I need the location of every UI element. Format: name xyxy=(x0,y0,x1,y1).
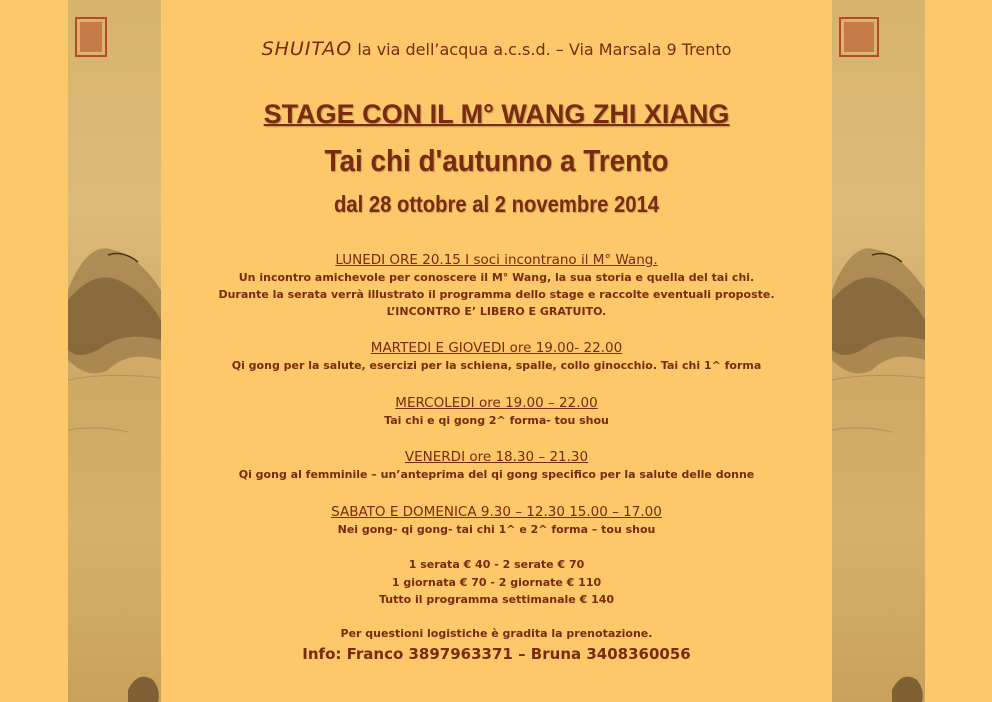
section-heading: MERCOLEDI ore 19.00 – 22.00 xyxy=(395,395,598,411)
section-line: Qi gong al femminile – un’anteprima del qi gong specifico per la salute delle donne xyxy=(238,468,755,481)
section-mercoledi xyxy=(161,394,832,429)
section-martedi-giovedi xyxy=(161,339,832,374)
section-heading: SABATO E DOMENICA 9.30 – 12.30 15.00 – 17.00 xyxy=(331,504,662,520)
flyer-content xyxy=(161,0,832,702)
section-lunedi xyxy=(161,251,832,320)
section-heading: VENERDI ore 18.30 – 21.30 xyxy=(404,449,589,465)
logo-text: SHUITAO xyxy=(261,38,353,60)
subtitle: Tai chi d'autunno a Trento xyxy=(324,143,669,178)
section-venerdi xyxy=(161,448,832,483)
price-list xyxy=(161,556,832,609)
section-line: Tai chi e qi gong 2^ forma- tou shou xyxy=(384,414,609,427)
main-title: STAGE CON IL M° WANG ZHI XIANG xyxy=(263,99,730,129)
price-line: 1 serata € 40 - 2 serate € 70 xyxy=(408,558,585,571)
section-line: Qi gong per la salute, esercizi per la schiena, spalle, collo ginocchio. Tai chi 1^ forma xyxy=(231,359,762,372)
section-line: L’INCONTRO E’ LIBERO E GRATUITO. xyxy=(386,305,607,318)
section-line: Un incontro amichevole per conoscere il M° Wang, la sua storia e quella del tai chi. xyxy=(238,271,755,284)
booking-note: Per questioni logistiche è gradita la prenotazione. xyxy=(340,627,653,640)
header-line xyxy=(161,38,832,60)
right-scroll-painting xyxy=(832,0,925,702)
section-heading: MARTEDI E GIOVEDI ore 19.00- 22.00 xyxy=(370,340,623,356)
section-line: Durante la serata verrà illustrato il programma dello stage e raccolte eventuali proposte. xyxy=(218,288,775,301)
date-range: dal 28 ottobre al 2 novembre 2014 xyxy=(333,191,660,217)
left-scroll-painting xyxy=(68,0,161,702)
price-line: Tutto il programma settimanale € 140 xyxy=(378,593,615,606)
section-weekend xyxy=(161,503,832,538)
section-heading: LUNEDI ORE 20.15 I soci incontrano il M° Wang. xyxy=(335,252,658,268)
header-tagline: la via dell’acqua a.c.s.d. – Via Marsala 9 Trento xyxy=(352,40,732,59)
price-line: 1 giornata € 70 - 2 giornate € 110 xyxy=(391,575,602,589)
contact-info: Info: Franco 3897963371 – Bruna 3408360056 xyxy=(302,645,691,663)
section-line: Nei gong- qi gong- tai chi 1^ e 2^ forma – tou shou xyxy=(337,523,656,536)
